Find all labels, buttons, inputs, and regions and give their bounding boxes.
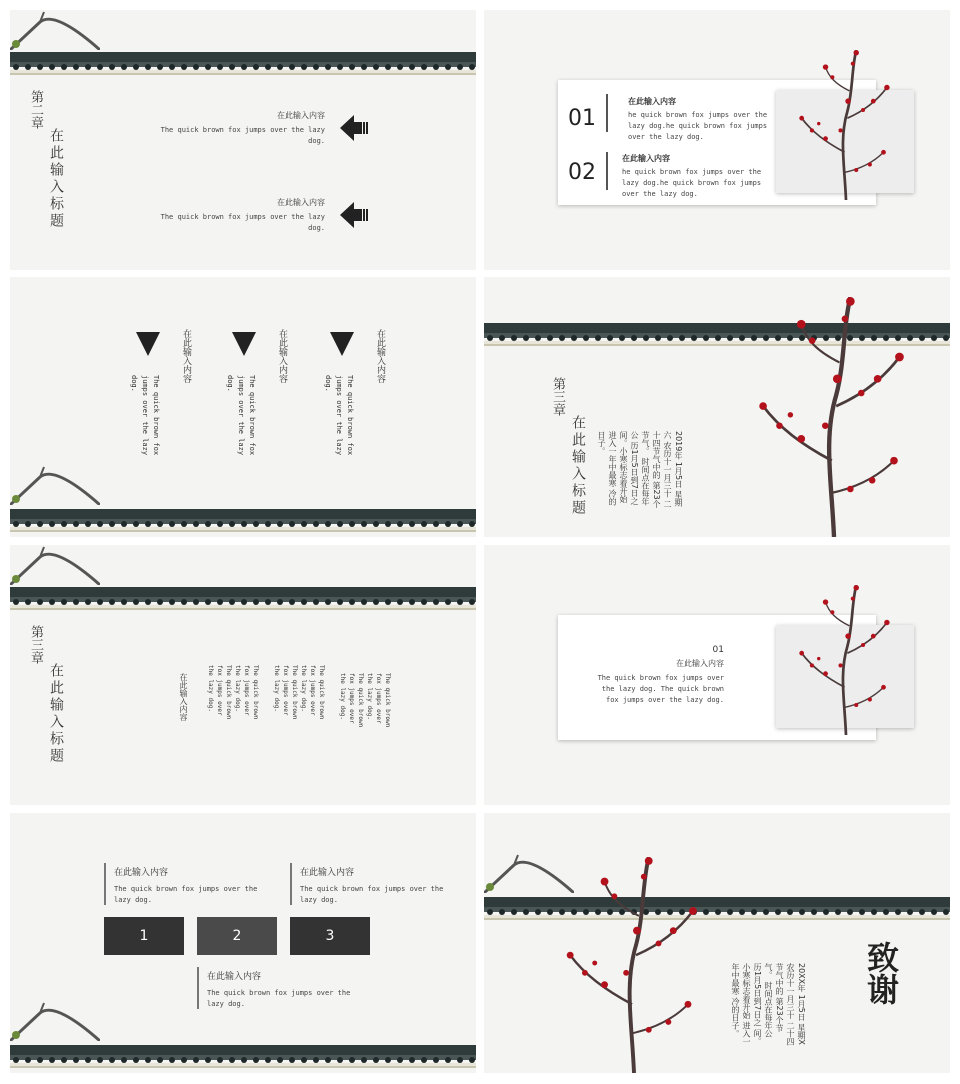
item-body: he quick brown fox jumps over the lazy dog.he quick brown fox jumps over the lazy dog. (628, 111, 768, 141)
content-block-1 (160, 110, 325, 147)
content-body: The quick brown fox jumps over the lazy dog. (160, 126, 325, 145)
item-title: 在此输入内容 (622, 154, 670, 163)
slide-3[interactable] (10, 277, 476, 537)
eave-icon (10, 1001, 100, 1041)
item-title: 在此输入内容 (114, 868, 169, 878)
left-arrow-icon (340, 115, 370, 141)
divider-bar (197, 967, 199, 1009)
down-triangle-icon (136, 332, 160, 356)
content-body: The quick brown fox jumps over the lazy dog. (160, 213, 325, 232)
slide-1[interactable] (10, 10, 476, 270)
solar-term-text: 2019年 1月5日 星期六 农历十一月三十 二十四节气中的 第23个节气。 时间点在每年公 历1月5日到7日之 间。小寒标志着开始 进入一年中最寒 冷的日子。 (597, 431, 683, 509)
text-column-2: The quick brown fox jumps over the lazy dog. The quick brown fox jumps over the lazy dog. (273, 665, 325, 720)
content-title: 在此输入内容 (277, 198, 325, 207)
slide-5[interactable] (10, 545, 476, 805)
chapter-title: 在此输入标题 (570, 415, 586, 517)
item-block-1 (628, 96, 778, 143)
item-body: he quick brown fox jumps over the lazy dog.he quick brown fox jumps over the lazy dog. (622, 168, 762, 198)
roof-tiles (10, 1041, 476, 1071)
plum-blossom-branch (796, 585, 896, 735)
text-column-3: The quick brown fox jumps over the lazy dog. The quick brown fox jumps over the lazy dog. (339, 673, 391, 728)
divider-bar (104, 863, 106, 905)
item-number: 01 (712, 645, 724, 655)
item-title: 在此输入内容 (375, 329, 385, 383)
number-box-1: 1 (104, 917, 184, 955)
plum-blossom-branch (734, 297, 934, 537)
roof-tiles (10, 505, 476, 535)
roof-tiles (10, 48, 476, 78)
down-triangle-icon (330, 332, 354, 356)
item-title: 在此输入内容 (207, 972, 262, 982)
item-number: 02 (568, 160, 596, 185)
item-body: The quick brown fox jumps over the lazy dog. (130, 375, 160, 456)
slide-4[interactable] (484, 277, 950, 537)
content-title: 在此输入内容 (277, 111, 325, 120)
item-body: The quick brown fox jumps over the lazy dog. (324, 375, 354, 456)
chapter-number: 第二章 (28, 90, 43, 129)
number-box-2: 2 (197, 917, 277, 955)
eave-icon (10, 465, 100, 505)
content-block-2 (160, 197, 325, 234)
content-block-3 (207, 969, 357, 1010)
content-block-2 (300, 865, 450, 906)
slide-7[interactable] (10, 813, 476, 1073)
left-arrow-icon (340, 202, 370, 228)
divider-bar (606, 152, 608, 190)
item-body: The quick brown fox jumps over the lazy dog. (207, 989, 351, 1008)
number-box-3: 3 (290, 917, 370, 955)
item-number: 01 (568, 106, 596, 131)
chapter-title: 在此输入标题 (48, 128, 64, 230)
solar-term-text: 20XX年 1月5日 星期X 农历十一月三十 二十四节气中的 第23个节气。 时间点在每年公 历1月5日到7日之 间。小寒标志着开始 进入一年中最寒 冷的日子。 (731, 963, 806, 1046)
thanks-title: 致谢 (862, 941, 900, 1005)
item-body: The quick brown fox jumps over the lazy dog. The quick brown fox jumps over the lazy dog. (597, 674, 724, 704)
content-block (594, 645, 724, 706)
slide-6[interactable] (484, 545, 950, 805)
content-title: 在此输入内容 (179, 673, 188, 721)
divider-bar (290, 863, 292, 905)
slide-2[interactable] (484, 10, 950, 270)
item-title: 在此输入内容 (181, 329, 191, 383)
slide-8[interactable] (484, 813, 950, 1073)
item-body: The quick brown fox jumps over the lazy dog. (114, 885, 258, 904)
eave-icon (10, 10, 100, 50)
item-title: 在此输入内容 (300, 868, 355, 878)
chapter-number: 第三章 (28, 625, 43, 664)
chapter-title: 在此输入标题 (48, 663, 64, 765)
roof-tiles (10, 583, 476, 613)
divider-bar (606, 94, 608, 132)
text-column-1: The quick brown fox jumps over the lazy dog. The quick brown fox jumps over the lazy dog. (207, 665, 259, 720)
chapter-number: 第三章 (550, 377, 565, 416)
plum-blossom-branch (544, 857, 724, 1073)
item-body: The quick brown fox jumps over the lazy dog. (226, 375, 256, 456)
item-title: 在此输入内容 (277, 329, 287, 383)
eave-icon (10, 545, 100, 585)
item-body: The quick brown fox jumps over the lazy dog. (300, 885, 444, 904)
item-title: 在此输入内容 (676, 659, 724, 668)
plum-blossom-branch (796, 50, 896, 200)
content-block-1 (114, 865, 264, 906)
down-triangle-icon (232, 332, 256, 356)
item-block-2 (622, 153, 772, 200)
item-title: 在此输入内容 (628, 97, 676, 106)
